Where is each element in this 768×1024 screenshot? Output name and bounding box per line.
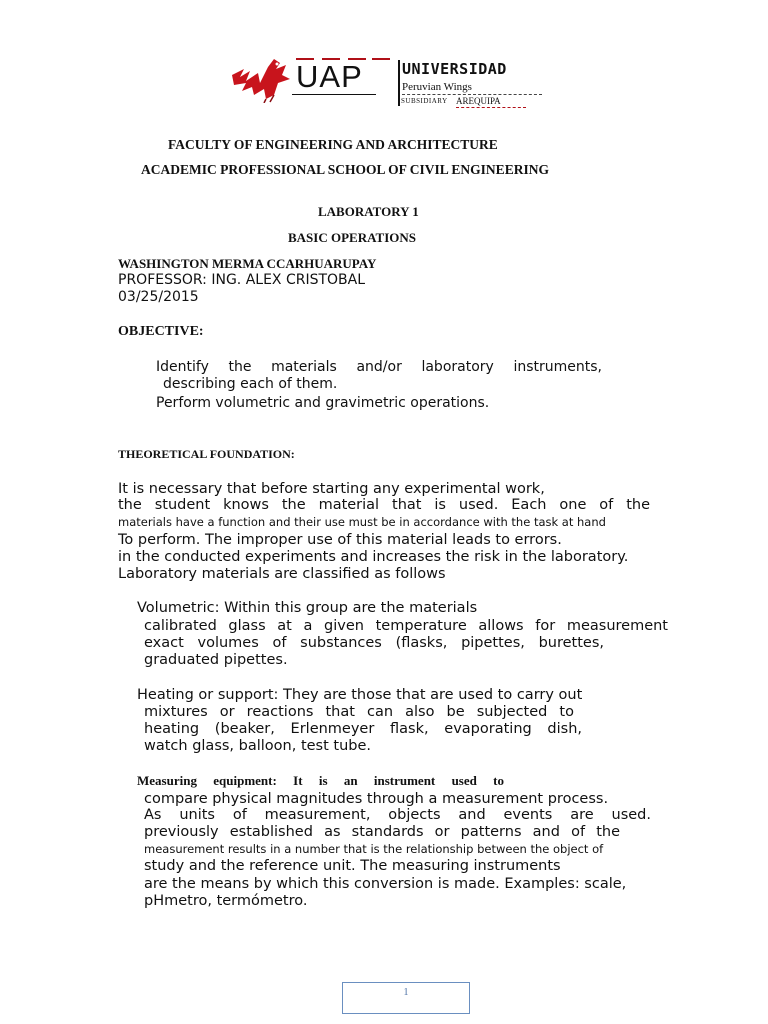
heating-first-line: Heating or support: They are those that are used to carry out: [137, 687, 583, 703]
measuring-line: As units of measurement, objects and events are used.: [144, 807, 651, 823]
volumetric-line: calibrated glass at a given temperature allows for measurement: [144, 618, 668, 634]
theory-line: in the conducted experiments and increases the risk in the laboratory.: [118, 549, 629, 565]
measuring-line: compare physical magnitudes through a measurement process.: [144, 791, 609, 807]
logo-divider: [398, 60, 400, 106]
report-date: 03/25/2015: [118, 289, 199, 305]
measuring-line: previously established as standards or patterns and of the: [144, 824, 620, 840]
objective-item-1-cont: describing each of them.: [163, 376, 338, 392]
theory-line: the student knows the material that is used. Each one of the: [118, 497, 650, 513]
logo-dashed-line: [402, 94, 542, 95]
logo-acronym: UAP: [296, 59, 363, 94]
theory-line: materials have a function and their use must be in accordance with the task at hand: [118, 515, 606, 529]
page-number: 1: [403, 987, 409, 998]
lab-heading: LABORATORY 1: [318, 204, 419, 219]
volumetric-first-line: Volumetric: Within this group are the materials: [137, 600, 478, 616]
theory-heading: THEORETICAL FOUNDATION:: [118, 447, 295, 461]
objective-item-2: Perform volumetric and gravimetric operations.: [156, 395, 490, 411]
school-heading: ACADEMIC PROFESSIONAL SCHOOL OF CIVIL ENGINEERING: [141, 162, 549, 177]
logo-university: UNIVERSIDAD: [402, 60, 507, 78]
logo-subsidiary: SUBSIDIARY: [401, 97, 448, 105]
eagle-emblem-icon: [230, 55, 296, 103]
logo-red-dash: [372, 58, 390, 60]
measuring-line: pHmetro, termómetro.: [144, 893, 308, 909]
logo-city: AREQUIPA: [456, 96, 501, 106]
objective-item-1: Identify the materials and/or laboratory instruments,: [156, 359, 602, 375]
logo-tagline: Peruvian Wings: [402, 81, 472, 93]
measuring-line: study and the reference unit. The measuring instruments: [144, 858, 561, 874]
measuring-line: are the means by which this conversion is made. Examples: scale,: [144, 876, 627, 892]
faculty-heading: FACULTY OF ENGINEERING AND ARCHITECTURE: [168, 137, 498, 152]
theory-line: It is necessary that before starting any experimental work,: [118, 481, 545, 497]
volumetric-line: exact volumes of substances (flasks, pipettes, burettes,: [144, 635, 604, 651]
university-logo: [230, 55, 548, 110]
author-name: WASHINGTON MERMA CCARHUARUPAY: [118, 256, 377, 271]
objective-heading: OBJECTIVE:: [118, 324, 204, 339]
measuring-first-line: Measuring equipment: It is an instrument used to: [137, 773, 504, 788]
logo-underline: [292, 94, 376, 95]
heating-line: mixtures or reactions that can also be subjected to: [144, 704, 574, 720]
logo-red-underline: [456, 107, 526, 108]
heating-line: watch glass, balloon, test tube.: [144, 738, 372, 754]
measuring-line: measurement results in a number that is the relationship between the object of: [144, 842, 604, 856]
professor-line: PROFESSOR: ING. ALEX CRISTOBAL: [118, 272, 366, 288]
theory-line: To perform. The improper use of this material leads to errors.: [118, 532, 562, 548]
heating-line: heating (beaker, Erlenmeyer flask, evaporating dish,: [144, 721, 582, 737]
theory-line: Laboratory materials are classified as follows: [118, 566, 446, 582]
volumetric-line: graduated pipettes.: [144, 652, 288, 668]
page-number-box: [342, 982, 470, 1014]
document-title: BASIC OPERATIONS: [288, 230, 416, 245]
